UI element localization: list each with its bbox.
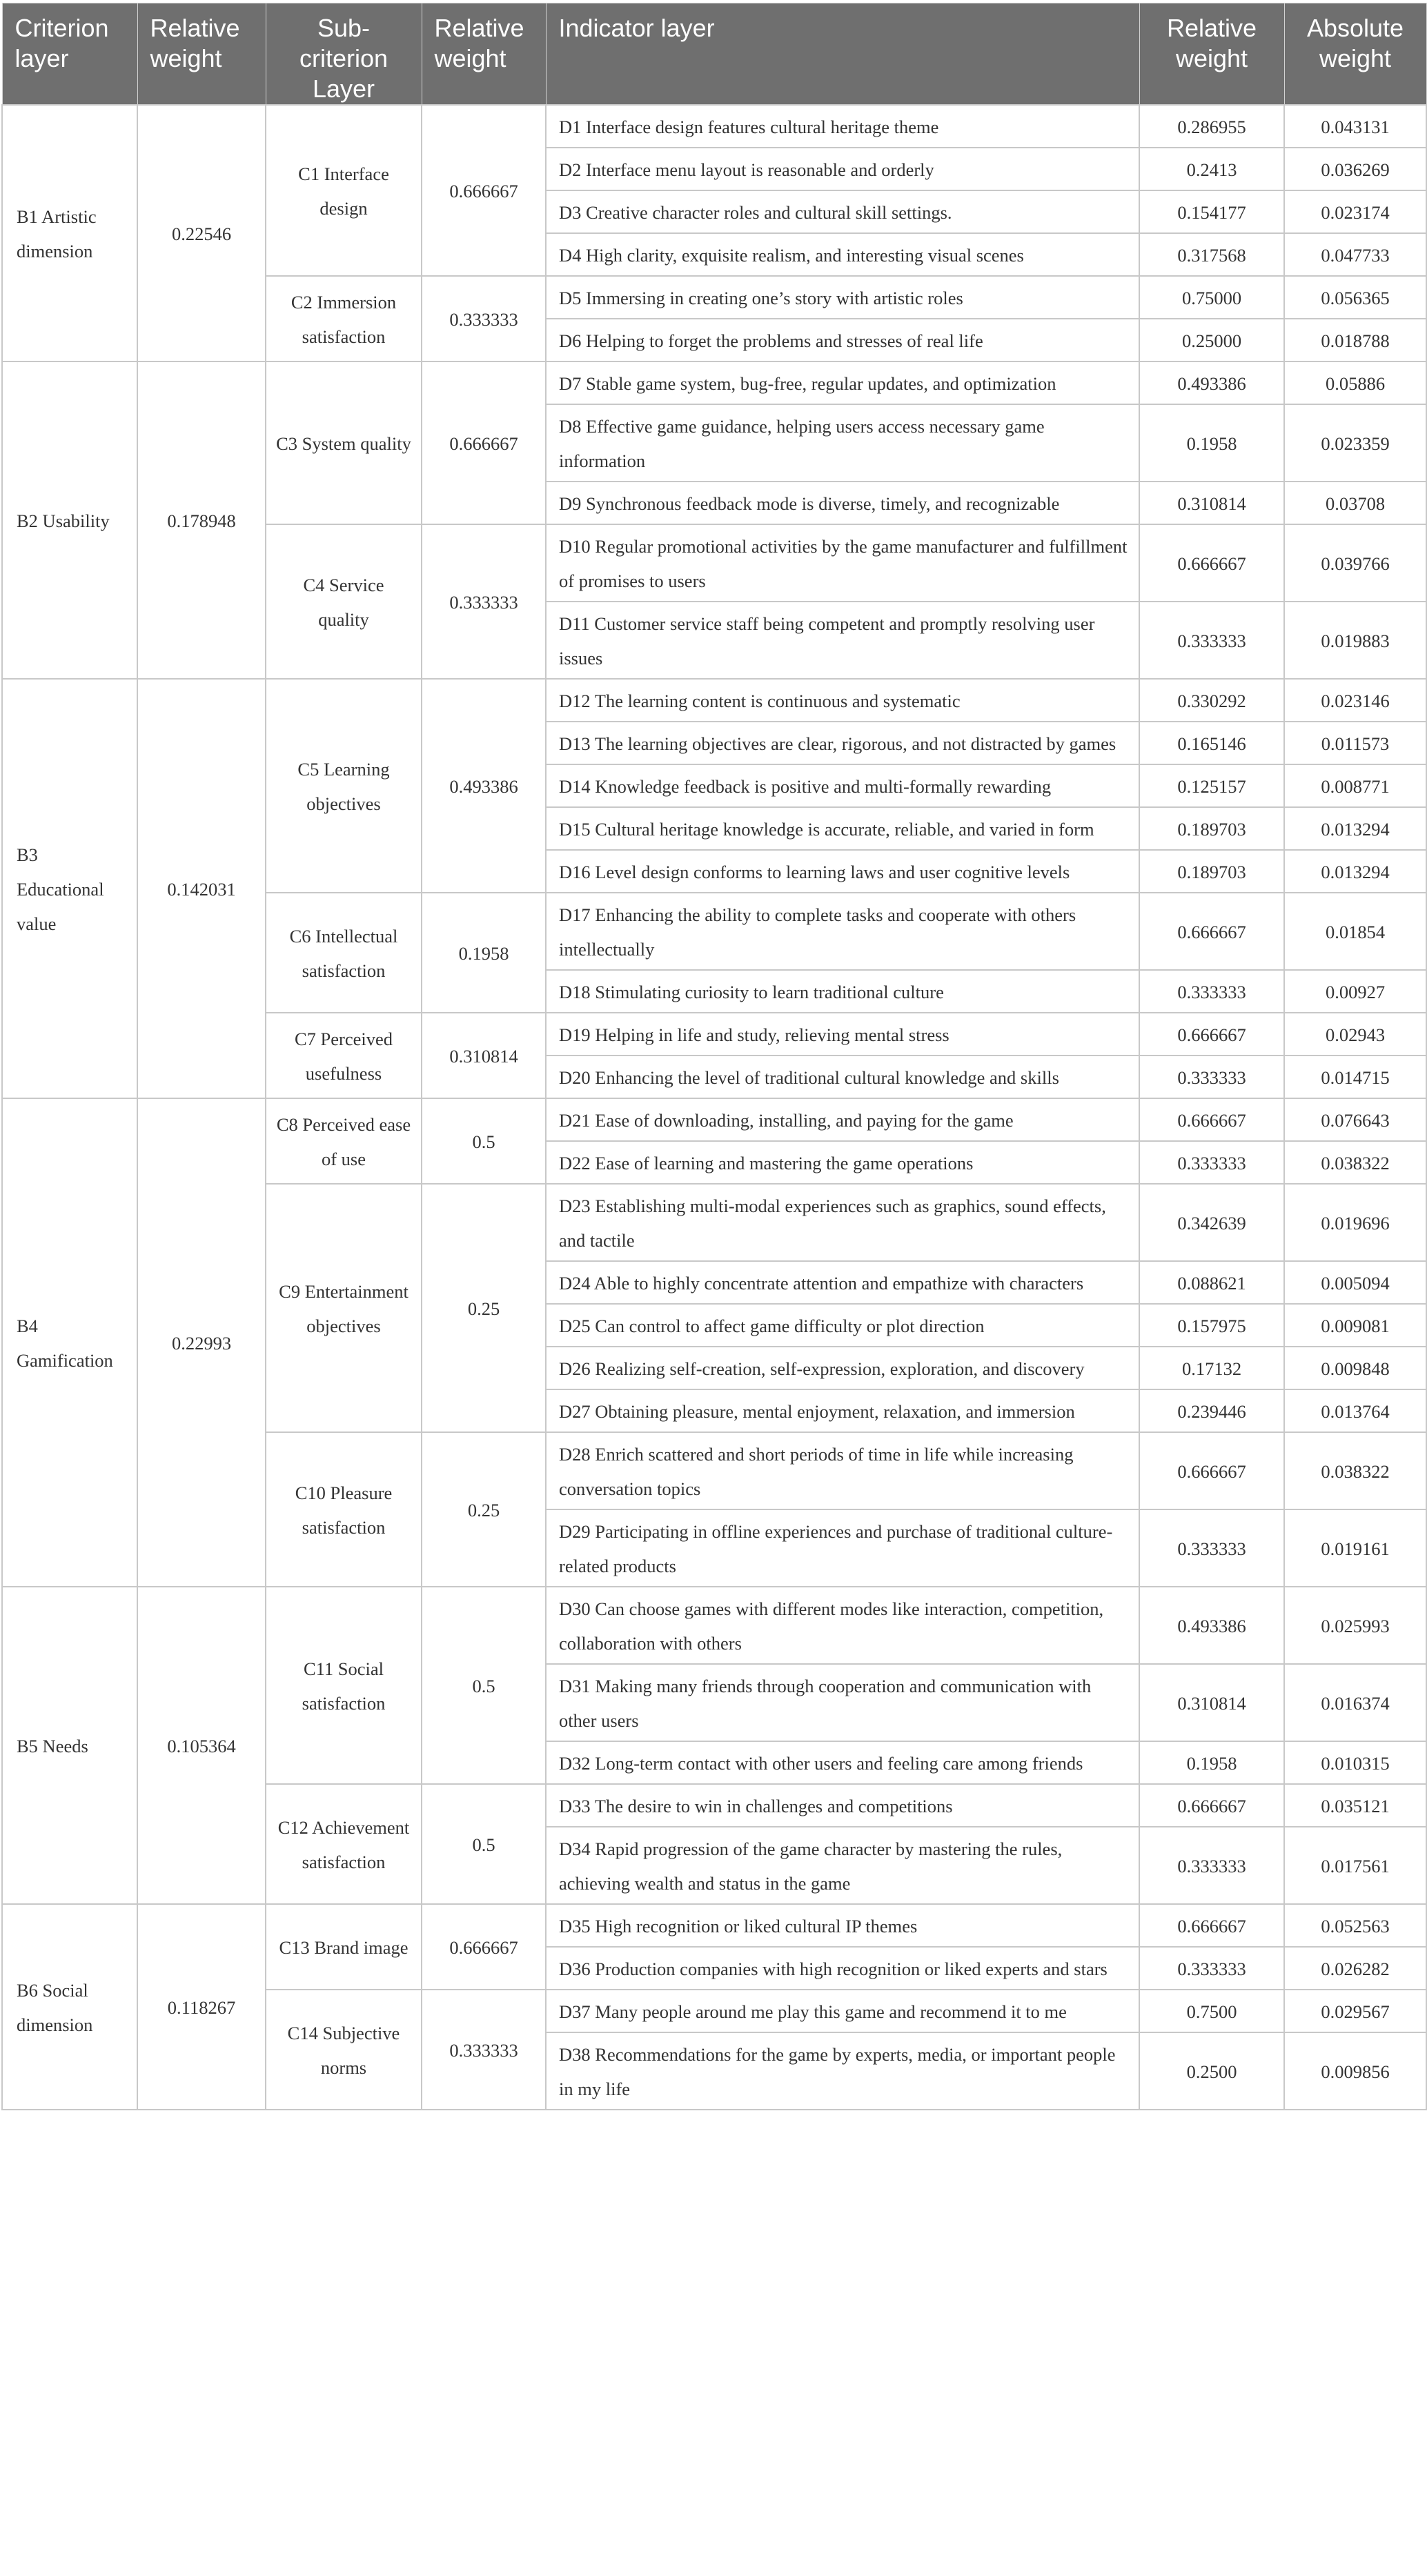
indicator-absolute-weight-cell: 0.019696 [1284, 1184, 1426, 1261]
header-indicator-layer: Indicator layer [546, 3, 1139, 106]
criterion-cell: B1 Artistic dimension [2, 105, 137, 361]
indicator-absolute-weight-cell: 0.010315 [1284, 1741, 1426, 1784]
indicator-relative-weight-cell: 0.165146 [1139, 722, 1284, 764]
indicator-relative-weight-cell: 0.75000 [1139, 276, 1284, 319]
table-row [2, 1098, 1426, 1141]
indicator-relative-weight-cell: 0.317568 [1139, 233, 1284, 276]
sub-criterion-weight-cell: 0.25 [422, 1432, 546, 1587]
criterion-cell: B4 Gamification [2, 1098, 137, 1587]
sub-criterion-weight-cell: 0.666667 [422, 361, 546, 524]
indicator-cell: D5 Immersing in creating one’s story with artistic roles [546, 276, 1139, 319]
indicator-cell: D22 Ease of learning and mastering the game operations [546, 1141, 1139, 1184]
indicator-cell: D23 Establishing multi-modal experiences such as graphics, sound effects, and tactile [546, 1184, 1139, 1261]
indicator-cell: D18 Stimulating curiosity to learn traditional culture [546, 970, 1139, 1013]
indicator-relative-weight-cell: 0.239446 [1139, 1389, 1284, 1432]
sub-criterion-cell: C1 Interface design [266, 105, 422, 276]
indicator-cell: D37 Many people around me play this game and recommend it to me [546, 1990, 1139, 2032]
sub-criterion-cell: C5 Learning objectives [266, 679, 422, 893]
header-relative-weight-b: Relative weight [137, 3, 266, 106]
indicator-absolute-weight-cell: 0.038322 [1284, 1141, 1426, 1184]
indicator-absolute-weight-cell: 0.016374 [1284, 1664, 1426, 1741]
weights-table [1, 3, 1427, 2110]
indicator-relative-weight-cell: 0.333333 [1139, 1827, 1284, 1904]
indicator-absolute-weight-cell: 0.056365 [1284, 276, 1426, 319]
table-body [2, 105, 1426, 2110]
indicator-absolute-weight-cell: 0.035121 [1284, 1784, 1426, 1827]
sub-criterion-cell: C4 Service quality [266, 524, 422, 679]
sub-criterion-cell: C9 Entertainment objectives [266, 1184, 422, 1432]
indicator-relative-weight-cell: 0.189703 [1139, 807, 1284, 850]
sub-criterion-weight-cell: 0.333333 [422, 1990, 546, 2110]
criterion-cell: B3 Educational value [2, 679, 137, 1098]
indicator-cell: D38 Recommendations for the game by experts, media, or important people in my life [546, 2032, 1139, 2110]
indicator-absolute-weight-cell: 0.052563 [1284, 1904, 1426, 1947]
sub-criterion-weight-cell: 0.310814 [422, 1013, 546, 1098]
sub-criterion-cell: C14 Subjective norms [266, 1990, 422, 2110]
indicator-absolute-weight-cell: 0.023146 [1284, 679, 1426, 722]
indicator-cell: D34 Rapid progression of the game character by mastering the rules, achieving wealth and status in the game [546, 1827, 1139, 1904]
indicator-cell: D16 Level design conforms to learning laws and user cognitive levels [546, 850, 1139, 893]
criterion-weight-cell: 0.105364 [137, 1587, 266, 1904]
indicator-relative-weight-cell: 0.154177 [1139, 190, 1284, 233]
indicator-absolute-weight-cell: 0.009856 [1284, 2032, 1426, 2110]
indicator-relative-weight-cell: 0.286955 [1139, 105, 1284, 148]
indicator-relative-weight-cell: 0.333333 [1139, 970, 1284, 1013]
sub-criterion-cell: C13 Brand image [266, 1904, 422, 1990]
table-header [2, 3, 1426, 106]
indicator-cell: D29 Participating in offline experiences and purchase of traditional culture-related products [546, 1509, 1139, 1587]
indicator-absolute-weight-cell: 0.03708 [1284, 482, 1426, 524]
indicator-cell: D31 Making many friends through cooperation and communication with other users [546, 1664, 1139, 1741]
sub-criterion-cell: C6 Intellectual satisfaction [266, 893, 422, 1013]
criterion-weight-cell: 0.178948 [137, 361, 266, 679]
indicator-relative-weight-cell: 0.2500 [1139, 2032, 1284, 2110]
indicator-cell: D15 Cultural heritage knowledge is accurate, reliable, and varied in form [546, 807, 1139, 850]
indicator-relative-weight-cell: 0.333333 [1139, 1947, 1284, 1990]
sub-criterion-weight-cell: 0.5 [422, 1784, 546, 1904]
indicator-relative-weight-cell: 0.1958 [1139, 1741, 1284, 1784]
indicator-cell: D19 Helping in life and study, relieving mental stress [546, 1013, 1139, 1056]
indicator-cell: D21 Ease of downloading, installing, and paying for the game [546, 1098, 1139, 1141]
indicator-cell: D3 Creative character roles and cultural skill settings. [546, 190, 1139, 233]
indicator-cell: D6 Helping to forget the problems and stresses of real life [546, 319, 1139, 361]
indicator-relative-weight-cell: 0.493386 [1139, 1587, 1284, 1664]
indicator-relative-weight-cell: 0.17132 [1139, 1347, 1284, 1389]
indicator-absolute-weight-cell: 0.013764 [1284, 1389, 1426, 1432]
indicator-absolute-weight-cell: 0.008771 [1284, 764, 1426, 807]
indicator-relative-weight-cell: 0.125157 [1139, 764, 1284, 807]
indicator-cell: D12 The learning content is continuous and systematic [546, 679, 1139, 722]
indicator-absolute-weight-cell: 0.025993 [1284, 1587, 1426, 1664]
indicator-cell: D13 The learning objectives are clear, rigorous, and not distracted by games [546, 722, 1139, 764]
indicator-absolute-weight-cell: 0.017561 [1284, 1827, 1426, 1904]
indicator-relative-weight-cell: 0.666667 [1139, 893, 1284, 970]
indicator-relative-weight-cell: 0.088621 [1139, 1261, 1284, 1304]
header-row [2, 3, 1426, 106]
indicator-cell: D24 Able to highly concentrate attention and empathize with characters [546, 1261, 1139, 1304]
indicator-relative-weight-cell: 0.333333 [1139, 1509, 1284, 1587]
indicator-relative-weight-cell: 0.189703 [1139, 850, 1284, 893]
criterion-weight-cell: 0.118267 [137, 1904, 266, 2110]
indicator-absolute-weight-cell: 0.029567 [1284, 1990, 1426, 2032]
indicator-absolute-weight-cell: 0.047733 [1284, 233, 1426, 276]
header-relative-weight-c: Relative weight [422, 3, 546, 106]
sub-criterion-cell: C11 Social satisfaction [266, 1587, 422, 1784]
indicator-relative-weight-cell: 0.666667 [1139, 524, 1284, 602]
indicator-cell: D17 Enhancing the ability to complete tasks and cooperate with others intellectually [546, 893, 1139, 970]
indicator-absolute-weight-cell: 0.011573 [1284, 722, 1426, 764]
criterion-cell: B5 Needs [2, 1587, 137, 1904]
sub-criterion-cell: C3 System quality [266, 361, 422, 524]
indicator-absolute-weight-cell: 0.05886 [1284, 361, 1426, 404]
indicator-cell: D14 Knowledge feedback is positive and multi-formally rewarding [546, 764, 1139, 807]
indicator-absolute-weight-cell: 0.02943 [1284, 1013, 1426, 1056]
indicator-relative-weight-cell: 0.666667 [1139, 1013, 1284, 1056]
criterion-weight-cell: 0.142031 [137, 679, 266, 1098]
indicator-relative-weight-cell: 0.666667 [1139, 1098, 1284, 1141]
indicator-relative-weight-cell: 0.666667 [1139, 1784, 1284, 1827]
indicator-relative-weight-cell: 0.157975 [1139, 1304, 1284, 1347]
indicator-cell: D2 Interface menu layout is reasonable and orderly [546, 148, 1139, 190]
sub-criterion-cell: C8 Perceived ease of use [266, 1098, 422, 1184]
indicator-relative-weight-cell: 0.333333 [1139, 602, 1284, 679]
indicator-cell: D10 Regular promotional activities by the game manufacturer and fulfillment of promises to users [546, 524, 1139, 602]
sub-criterion-weight-cell: 0.5 [422, 1098, 546, 1184]
criterion-cell: B6 Social dimension [2, 1904, 137, 2110]
indicator-absolute-weight-cell: 0.01854 [1284, 893, 1426, 970]
indicator-relative-weight-cell: 0.666667 [1139, 1432, 1284, 1509]
indicator-relative-weight-cell: 0.330292 [1139, 679, 1284, 722]
indicator-absolute-weight-cell: 0.019883 [1284, 602, 1426, 679]
indicator-relative-weight-cell: 0.25000 [1139, 319, 1284, 361]
indicator-cell: D36 Production companies with high recognition or liked experts and stars [546, 1947, 1139, 1990]
table-row [2, 105, 1426, 148]
indicator-absolute-weight-cell: 0.009081 [1284, 1304, 1426, 1347]
indicator-relative-weight-cell: 0.1958 [1139, 404, 1284, 482]
indicator-cell: D27 Obtaining pleasure, mental enjoyment, relaxation, and immersion [546, 1389, 1139, 1432]
indicator-absolute-weight-cell: 0.043131 [1284, 105, 1426, 148]
indicator-relative-weight-cell: 0.333333 [1139, 1141, 1284, 1184]
indicator-cell: D32 Long-term contact with other users and feeling care among friends [546, 1741, 1139, 1784]
indicator-absolute-weight-cell: 0.076643 [1284, 1098, 1426, 1141]
sub-criterion-cell: C2 Immersion satisfaction [266, 276, 422, 361]
indicator-cell: D26 Realizing self-creation, self-expression, exploration, and discovery [546, 1347, 1139, 1389]
indicator-absolute-weight-cell: 0.013294 [1284, 850, 1426, 893]
indicator-absolute-weight-cell: 0.019161 [1284, 1509, 1426, 1587]
sub-criterion-weight-cell: 0.5 [422, 1587, 546, 1784]
indicator-absolute-weight-cell: 0.023359 [1284, 404, 1426, 482]
indicator-cell: D8 Effective game guidance, helping users access necessary game information [546, 404, 1139, 482]
indicator-absolute-weight-cell: 0.005094 [1284, 1261, 1426, 1304]
indicator-cell: D20 Enhancing the level of traditional cultural knowledge and skills [546, 1056, 1139, 1098]
sub-criterion-cell: C12 Achievement satisfaction [266, 1784, 422, 1904]
indicator-absolute-weight-cell: 0.026282 [1284, 1947, 1426, 1990]
sub-criterion-weight-cell: 0.666667 [422, 105, 546, 276]
sub-criterion-cell: C10 Pleasure satisfaction [266, 1432, 422, 1587]
indicator-absolute-weight-cell: 0.036269 [1284, 148, 1426, 190]
indicator-cell: D28 Enrich scattered and short periods of time in life while increasing conversation topics [546, 1432, 1139, 1509]
indicator-cell: D1 Interface design features cultural heritage theme [546, 105, 1139, 148]
indicator-cell: D11 Customer service staff being competent and promptly resolving user issues [546, 602, 1139, 679]
sub-criterion-weight-cell: 0.666667 [422, 1904, 546, 1990]
sub-criterion-cell: C7 Perceived usefulness [266, 1013, 422, 1098]
indicator-absolute-weight-cell: 0.013294 [1284, 807, 1426, 850]
indicator-absolute-weight-cell: 0.023174 [1284, 190, 1426, 233]
indicator-absolute-weight-cell: 0.014715 [1284, 1056, 1426, 1098]
indicator-cell: D25 Can control to affect game difficulty or plot direction [546, 1304, 1139, 1347]
indicator-relative-weight-cell: 0.2413 [1139, 148, 1284, 190]
table-row [2, 1587, 1426, 1664]
table-row [2, 361, 1426, 404]
indicator-relative-weight-cell: 0.333333 [1139, 1056, 1284, 1098]
indicator-relative-weight-cell: 0.666667 [1139, 1904, 1284, 1947]
indicator-relative-weight-cell: 0.7500 [1139, 1990, 1284, 2032]
indicator-cell: D9 Synchronous feedback mode is diverse, timely, and recognizable [546, 482, 1139, 524]
sub-criterion-weight-cell: 0.1958 [422, 893, 546, 1013]
indicator-relative-weight-cell: 0.342639 [1139, 1184, 1284, 1261]
indicator-absolute-weight-cell: 0.018788 [1284, 319, 1426, 361]
header-absolute-weight: Absolute weight [1284, 3, 1426, 106]
indicator-absolute-weight-cell: 0.039766 [1284, 524, 1426, 602]
table-row [2, 1904, 1426, 1947]
sub-criterion-weight-cell: 0.493386 [422, 679, 546, 893]
indicator-cell: D7 Stable game system, bug-free, regular updates, and optimization [546, 361, 1139, 404]
indicator-cell: D4 High clarity, exquisite realism, and interesting visual scenes [546, 233, 1139, 276]
criterion-cell: B2 Usability [2, 361, 137, 679]
indicator-cell: D30 Can choose games with different modes like interaction, competition, collaboration with others [546, 1587, 1139, 1664]
header-criterion-layer: Criterion layer [2, 3, 137, 106]
indicator-cell: D35 High recognition or liked cultural IP themes [546, 1904, 1139, 1947]
indicator-absolute-weight-cell: 0.038322 [1284, 1432, 1426, 1509]
sub-criterion-weight-cell: 0.333333 [422, 524, 546, 679]
indicator-relative-weight-cell: 0.310814 [1139, 1664, 1284, 1741]
indicator-relative-weight-cell: 0.310814 [1139, 482, 1284, 524]
indicator-relative-weight-cell: 0.493386 [1139, 361, 1284, 404]
table-row [2, 679, 1426, 722]
sub-criterion-weight-cell: 0.25 [422, 1184, 546, 1432]
criterion-weight-cell: 0.22993 [137, 1098, 266, 1587]
sub-criterion-weight-cell: 0.333333 [422, 276, 546, 361]
indicator-cell: D33 The desire to win in challenges and competitions [546, 1784, 1139, 1827]
indicator-absolute-weight-cell: 0.009848 [1284, 1347, 1426, 1389]
header-relative-weight-d: Relative weight [1139, 3, 1284, 106]
criterion-weight-cell: 0.22546 [137, 105, 266, 361]
header-sub-criterion-layer: Sub-criterion Layer [266, 3, 422, 106]
indicator-absolute-weight-cell: 0.00927 [1284, 970, 1426, 1013]
